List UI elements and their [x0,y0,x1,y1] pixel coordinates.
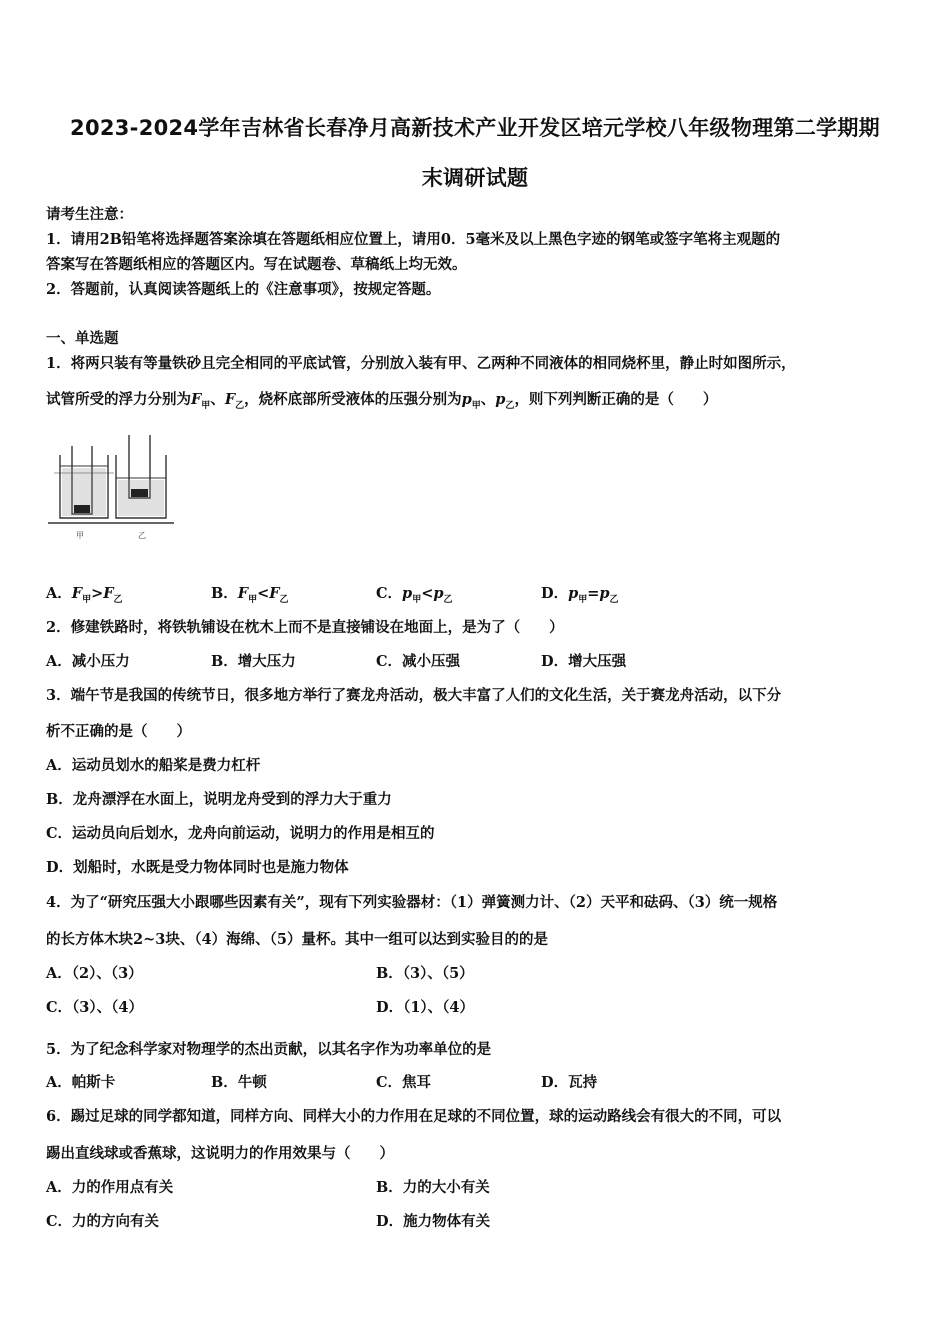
q6-option-c: C．力的方向有关 [46,1213,160,1230]
q3-option-c: C．运动员向后划水，龙舟向前运动，说明力的作用是相互的 [46,825,435,842]
q5-option-b: B．牛顿 [211,1074,267,1091]
notice-heading: 请考生注意： [46,206,133,223]
q6-option-a: A．力的作用点有关 [46,1179,174,1196]
q1-stem-line2: 试管所受的浮力分别为$F_甲$、$F_乙$，烧杯底部所受液体的压强分别为$p_甲$、$p_乙$，则下列判断正确的是（ ） [46,391,718,411]
q2-option-c: C．减小压强 [376,653,461,670]
q5-option-d: D．瓦持 [541,1074,598,1091]
q4-option-a: A．（2）、（3） [46,965,143,982]
q2-option-b: B．增大压力 [211,653,296,670]
exam-title-line1: 2023-2024学年吉林省长春净月高新技术产业开发区培元学校八年级物理第二学期期 [70,116,880,140]
q4-option-c: C．（3）、（4） [46,999,143,1016]
q2-option-d: D．增大压强 [541,653,627,670]
q4-stem-line2: 的长方体木块2~3块、（4）海绵、（5）量杯。其中一组可以达到实验目的的是 [46,931,549,948]
q3-option-a: A．运动员划水的船桨是费力杠杆 [46,757,261,774]
notice-item2: 2．答题前，认真阅读答题纸上的《注意事项》，按规定答题。 [46,281,441,298]
beakers-figure [46,430,176,542]
fig-label-yi: 乙 [138,531,146,540]
q6-option-b: B．力的大小有关 [376,1179,490,1196]
q4-option-d: D．（1）、（4） [376,999,475,1016]
q6-stem-line2: 踢出直线球或香蕉球，这说明力的作用效果与（ ） [46,1145,394,1162]
q1-option-d: D．$p_甲=p_乙$ [541,585,619,605]
q1-option-b: B．$F_甲<F_乙$ [211,585,289,605]
q5-option-c: C．焦耳 [376,1074,432,1091]
q4-option-b: B．（3）、（5） [376,965,474,982]
q2-stem: 2．修建铁路时，将铁轨铺设在枕木上而不是直接铺设在地面上，是为了（ ） [46,619,564,636]
q5-option-a: A．帕斯卡 [46,1074,116,1091]
q3-stem-line1: 3．端午节是我国的传统节日，很多地方举行了赛龙舟活动，极大丰富了人们的文化生活，关于赛龙舟活动，以下分 [46,687,782,704]
section-heading: 一、单选题 [46,330,119,347]
q1-stem-line1: 1．将两只装有等量铁砂且完全相同的平底试管，分别放入装有甲、乙两种不同液体的相同烧杯里，静止时如图所示， [46,355,796,372]
q1-option-c: C．$p_甲<p_乙$ [376,585,453,605]
q3-option-d: D．划船时，水既是受力物体同时也是施力物体 [46,859,349,876]
q1-option-a: A．$F_甲>F_乙$ [46,585,123,605]
notice-item1-line1: 1．请用2B铅笔将选择题答案涂填在答题纸相应位置上，请用0．5毫米及以上黑色字迹的钢笔或签字笔将主观题的 [46,231,781,248]
q6-stem-line1: 6．踢过足球的同学都知道，同样方向、同样大小的力作用在足球的不同位置，球的运动路线会有很大的不同，可以 [46,1108,782,1125]
q5-stem: 5．为了纪念科学家对物理学的杰出贡献，以其名字作为功率单位的是 [46,1041,492,1058]
q3-option-b: B．龙舟漂浮在水面上，说明龙舟受到的浮力大于重力 [46,791,392,808]
exam-title-line2: 末调研试题 [421,166,529,190]
iron-sand-yi [131,489,148,497]
q2-option-a: A．减小压力 [46,653,130,670]
notice-item1-line2: 答案写在答题纸相应的答题区内。写在试题卷、草稿纸上均无效。 [46,256,467,273]
fig-label-jia: 甲 [76,531,84,540]
q4-stem-line1: 4．为了“研究压强大小跟哪些因素有关”，现有下列实验器材：（1）弹簧测力计、（2）天平和砝码、（3）统一规格 [46,894,778,911]
q3-stem-line2: 析不正确的是（ ） [46,723,191,740]
q6-option-d: D．施力物体有关 [376,1213,491,1230]
iron-sand-jia [74,505,90,513]
